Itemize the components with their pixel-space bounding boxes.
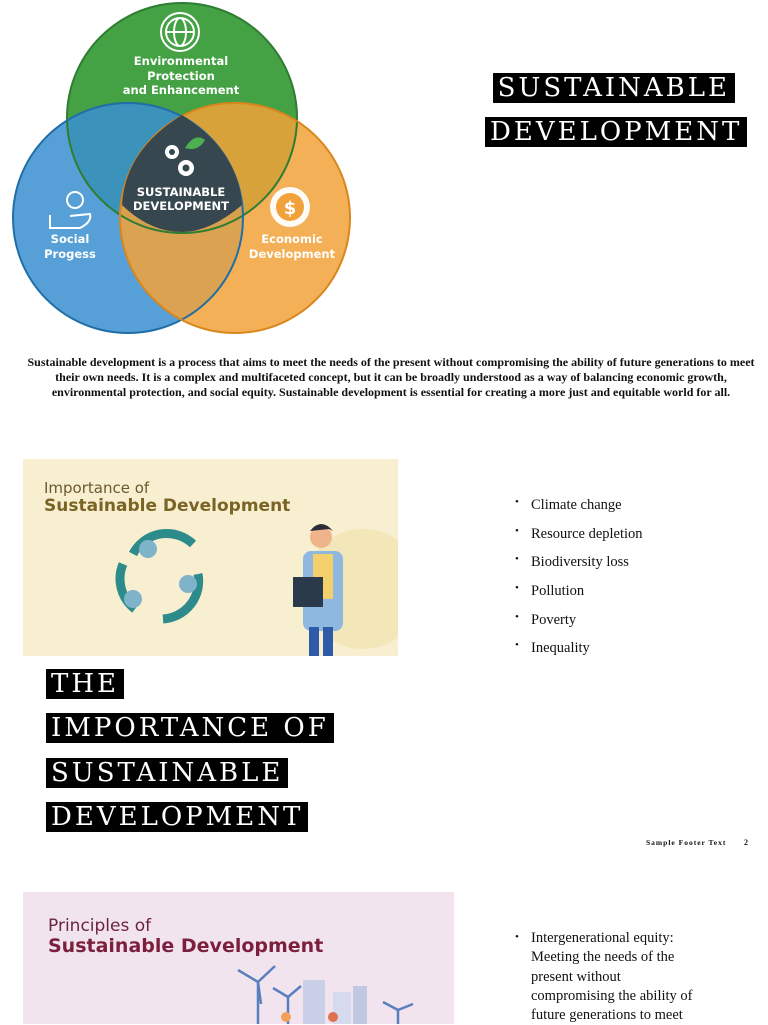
importance-title: [46, 664, 346, 841]
footer-text: Sample Footer Text: [646, 838, 727, 847]
list-item: • Intergenerational equity: Meeting the needs of the present without compromising the ability of future generations to meet: [515, 929, 705, 1025]
importance-image: [23, 459, 398, 656]
importance-title-line-1: THE: [46, 669, 124, 699]
principles-image: [23, 892, 454, 1024]
main-title-line-1: SUSTAINABLE: [493, 73, 735, 103]
dollar-icon: [270, 187, 310, 227]
venn-label-social-2: Progess: [44, 247, 96, 261]
venn-label-environment-1: Environmental: [133, 54, 229, 68]
list-item: • Inequality: [515, 640, 735, 669]
venn-label-center-2: DEVELOPMENT: [132, 199, 230, 213]
intro-paragraph: Sustainable development is a process that aims to meet the needs of the present without compromising the ability of future generations to meet their own needs. It is a complex and multifaceted concept, but it can be broadly understood as a way of balancing economic growth, environmental protection, and social equity. Sustainable development is essential for creating a more just and equitable world for all.: [27, 355, 755, 399]
venn-label-social-1: Social: [50, 232, 90, 246]
importance-title-line-4: DEVELOPMENT: [46, 802, 308, 832]
issues-list: [515, 497, 735, 669]
recycle-illustration: [23, 459, 398, 656]
principles-image-line-2: Sustainable Development: [48, 935, 324, 957]
venn-label-environment-3: and Enhancement: [122, 83, 240, 97]
venn-label-environment-2: Protection: [147, 69, 215, 83]
page-number: 2: [744, 838, 748, 847]
list-item: • Resource depletion: [515, 526, 735, 555]
venn-diagram: [0, 0, 360, 340]
list-item: • Biodiversity loss: [515, 554, 735, 583]
main-title-line-2: DEVELOPMENT: [485, 117, 747, 147]
importance-title-line-3: SUSTAINABLE: [46, 758, 288, 788]
venn-label-economic-2: Development: [248, 247, 336, 261]
list-item: • Poverty: [515, 612, 735, 641]
svg-text:$: $: [283, 198, 297, 219]
main-title: [485, 68, 743, 153]
importance-image-line-1: Importance of: [44, 479, 150, 497]
importance-title-line-2: IMPORTANCE OF: [46, 713, 334, 743]
principles-image-line-1: Principles of: [48, 916, 152, 936]
venn-label-center-1: SUSTAINABLE: [136, 185, 226, 199]
list-item: • Pollution: [515, 583, 735, 612]
importance-image-line-2: Sustainable Development: [44, 496, 291, 516]
venn-label-economic-1: Economic: [261, 232, 323, 246]
list-item: • Climate change: [515, 497, 735, 526]
city-illustration: [23, 892, 454, 1024]
globe-icon: [161, 13, 199, 51]
principles-list: [515, 929, 705, 1025]
